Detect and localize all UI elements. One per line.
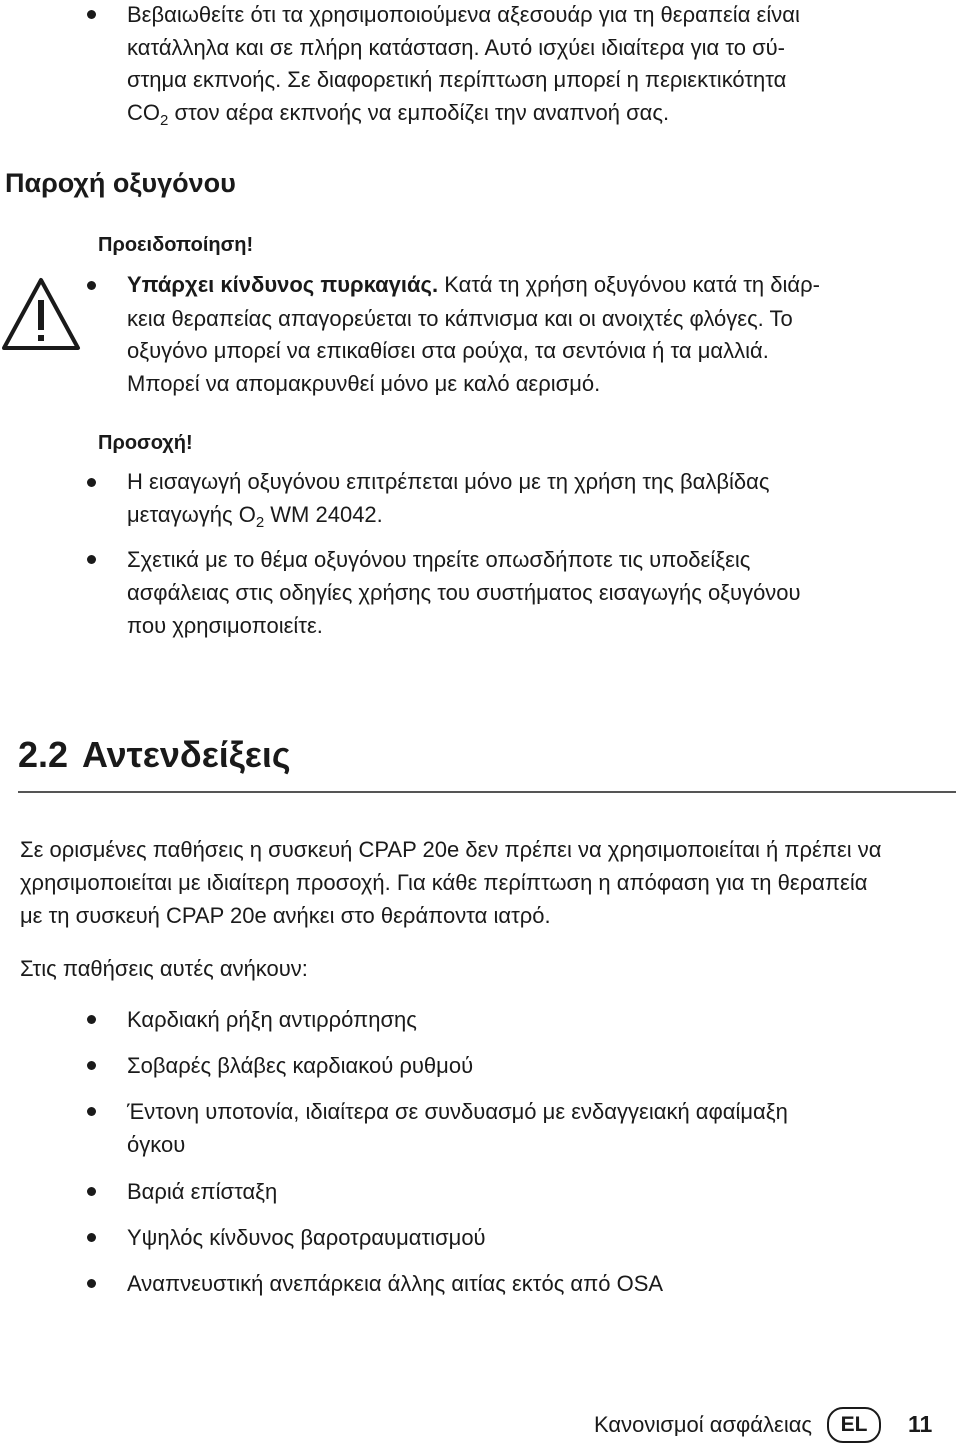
text-line: με τη συσκευή CPAP 20e ανήκει στο θεράποντα ιατρό. bbox=[20, 903, 551, 928]
text-line: κατάλληλα και σε πλήρη κατάσταση. Αυτό ισχύει ιδιαίτερα για το σύ- bbox=[127, 35, 786, 60]
text-line: Στις παθήσεις αυτές ανήκουν: bbox=[20, 956, 308, 981]
text-line: Βεβαιωθείτε ότι τα χρησιμοποιούμενα αξεσουάρ για τη θεραπεία είναι bbox=[127, 2, 800, 27]
bullet-dot bbox=[87, 1187, 96, 1196]
bullet-dot bbox=[87, 478, 96, 487]
bullet-dot bbox=[87, 1279, 96, 1288]
text-line bbox=[127, 498, 383, 532]
subscript: 2 bbox=[160, 112, 169, 129]
bullet-dot bbox=[87, 1107, 96, 1116]
text-line: στημα εκπνοής. Σε διαφορετική περίπτωση μπορεί η περιεκτικότητα bbox=[127, 67, 787, 92]
text-line: Σε ορισμένες παθήσεις η συσκευή CPAP 20e δεν πρέπει να χρησιμοποιείται ή πρέπει να bbox=[20, 837, 882, 862]
list-item-continuation: όγκου bbox=[127, 1132, 186, 1157]
text-segment: CO bbox=[127, 100, 160, 125]
section-heading: Παροχή οξυγόνου bbox=[5, 168, 236, 198]
bullet-dot bbox=[87, 281, 96, 290]
bullet-dot bbox=[87, 1233, 96, 1242]
text-segment: Κατά τη χρήση οξυγόνου κατά τη διάρ- bbox=[438, 272, 820, 297]
text-segment: στον αέρα εκπνοής να εμποδίζει την αναπνοή σας. bbox=[168, 100, 670, 125]
warning-emphasis: Υπάρχει κίνδυνος πυρκαγιάς. bbox=[127, 272, 439, 297]
text-line: κεια θεραπείας απαγορεύεται το κάπνισμα και οι ανοιχτές φλόγες. Το bbox=[127, 306, 793, 331]
heading-rule bbox=[18, 791, 956, 793]
bullet-dot bbox=[87, 10, 96, 19]
text-line bbox=[127, 96, 669, 130]
text-line bbox=[127, 268, 820, 302]
bullet-dot bbox=[87, 1015, 96, 1024]
text-line: που χρησιμοποιείτε. bbox=[127, 613, 323, 638]
list-item: Αναπνευστική ανεπάρκεια άλλης αιτίας εκτός από OSA bbox=[127, 1271, 664, 1296]
footer-section-name: Κανονισμοί ασφάλειας bbox=[594, 1412, 813, 1437]
caution-label: Προσοχή! bbox=[98, 432, 193, 454]
section-number: 2.2 bbox=[18, 734, 69, 775]
bullet-dot bbox=[87, 1061, 96, 1070]
list-item: Υψηλός κίνδυνος βαροτραυματισμού bbox=[127, 1225, 486, 1250]
page-number: 11 bbox=[908, 1411, 933, 1437]
subscript: 2 bbox=[255, 514, 265, 531]
warning-triangle-icon bbox=[0, 276, 82, 352]
text-segment: μεταγωγής O bbox=[127, 502, 256, 527]
section-title: Αντενδείξεις bbox=[82, 734, 291, 775]
text-line: χρησιμοποιείται με ιδιαίτερη προσοχή. Για κάθε περίπτωση η απόφαση για τη θεραπεία bbox=[20, 870, 868, 895]
list-item: Σοβαρές βλάβες καρδιακού ρυθμού bbox=[127, 1053, 474, 1078]
text-line: ασφάλειας στις οδηγίες χρήσης του συστήματος εισαγωγής οξυγόνου bbox=[127, 580, 801, 605]
text-line: Η εισαγωγή οξυγόνου επιτρέπεται μόνο με τη χρήση της βαλβίδας bbox=[127, 469, 770, 494]
list-item: Βαριά επίσταξη bbox=[127, 1179, 278, 1204]
list-item: Καρδιακή ρήξη αντιρρόπησης bbox=[127, 1007, 417, 1032]
bullet-dot bbox=[87, 555, 96, 564]
text-line: Μπορεί να απομακρυνθεί μόνο με καλό αερισμό. bbox=[127, 371, 601, 396]
text-segment: WM 24042. bbox=[264, 502, 383, 527]
text-line: οξυγόνο μπορεί να επικαθίσει στα ρούχα, τα σεντόνια ή τα μαλλιά. bbox=[127, 338, 769, 363]
list-item: Έντονη υποτονία, ιδιαίτερα σε συνδυασμό με ενδαγγειακή αφαίμαξη bbox=[127, 1099, 788, 1124]
warning-label: Προειδοποίηση! bbox=[98, 234, 254, 256]
text-line: Σχετικά με το θέμα οξυγόνου τηρείτε οπωσδήποτε τις υποδείξεις bbox=[127, 547, 751, 572]
language-badge: EL bbox=[827, 1407, 881, 1443]
